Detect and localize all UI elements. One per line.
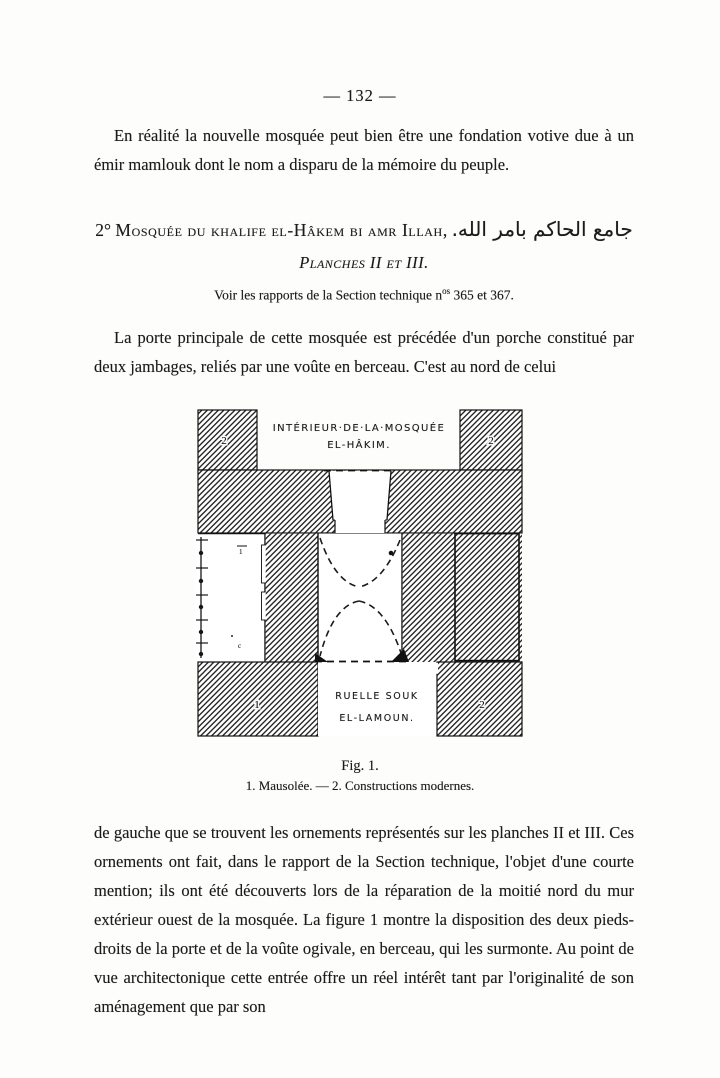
text-block-bottom — [94, 818, 634, 1021]
section-heading — [94, 216, 634, 243]
plan-point-marker — [389, 550, 394, 555]
plan-notch-white — [429, 662, 438, 673]
paragraph-2: La porte principale de cette mosquée est précédée d'un porche constitué par deux jambages, reliés par une voûte en berceau. C'est au nord de celui — [94, 327, 634, 376]
plan-label-street-1: RUELLE SOUK — [335, 690, 419, 702]
text-block — [94, 121, 634, 381]
plan-marker-bottom-right: 2 — [479, 698, 485, 711]
plan-marker-top-right: 2 — [488, 434, 494, 447]
plan-wall-right-of-passage — [403, 533, 522, 661]
paragraph-3: de gauche que se trouvent les ornements représentés sur les planches II et III. Ces ornements ont fait, dans le rapport de la Section technique, l'objet d'une courte mention; ils ont été découverts lors de la réparation de la moitié nord du mur extérieur ouest de la mosquée. La figure 1 montre la disposition des deux pieds-droits de la porte et de la voûte ogivale, en berceau, qui les surmonte. Au point de vue architectonique cette entrée offre un réel intérêt tant par l'originalité de son aménagement que par son — [94, 822, 634, 1016]
section-title: Mosquée du khalife el-Hâkem bi amr Illah — [115, 220, 443, 240]
plan-wall-left-of-passage — [266, 533, 318, 661]
paragraph-1: En réalité la nouvelle mosquée peut bien être une fondation votive due à un émir mamlouk dont le nom a disparu de la mémoire du peuple. — [94, 126, 634, 174]
svg-text:1: 1 — [239, 547, 243, 556]
plates-subtitle: Planches II et III. — [299, 253, 429, 272]
figure-legend: 1. Mausolée. — 2. Constructions modernes. — [245, 777, 475, 793]
reference-prefix: Voir les rapports de la Section technique n — [214, 287, 443, 303]
plan-label-interior-1: INTÉRIEUR·DE·LA·MOSQUÉE — [272, 422, 446, 434]
figure-caption: Fig. 1. — [341, 757, 379, 774]
plan-door-opening — [329, 470, 391, 519]
svg-text:c: c — [238, 641, 242, 650]
plan-label-interior-2: EL-HÂKIM. — [327, 439, 391, 451]
plan-marker-bottom-left: 1 — [254, 698, 260, 711]
section-number: 2° — [95, 220, 116, 240]
mosque-plan-drawing — [195, 406, 525, 744]
plan-door-threshold — [335, 520, 385, 533]
plan-mausoleum-room — [195, 533, 265, 661]
figure-1 — [0, 406, 720, 794]
page-number: — 132 — — [323, 86, 397, 105]
plan-marker-top-left: 2 — [221, 434, 227, 447]
reference-note — [94, 286, 634, 304]
heading-separator: , — [442, 220, 452, 240]
section-title-arabic: جامع الحاكم بامر الله. — [451, 217, 633, 241]
plan-block-top-left — [198, 410, 257, 470]
reference-suffix: 365 et 367. — [450, 287, 514, 303]
plan-label-street-2: EL-LAMOUN. — [339, 712, 415, 724]
reference-superscript: os — [442, 286, 451, 296]
